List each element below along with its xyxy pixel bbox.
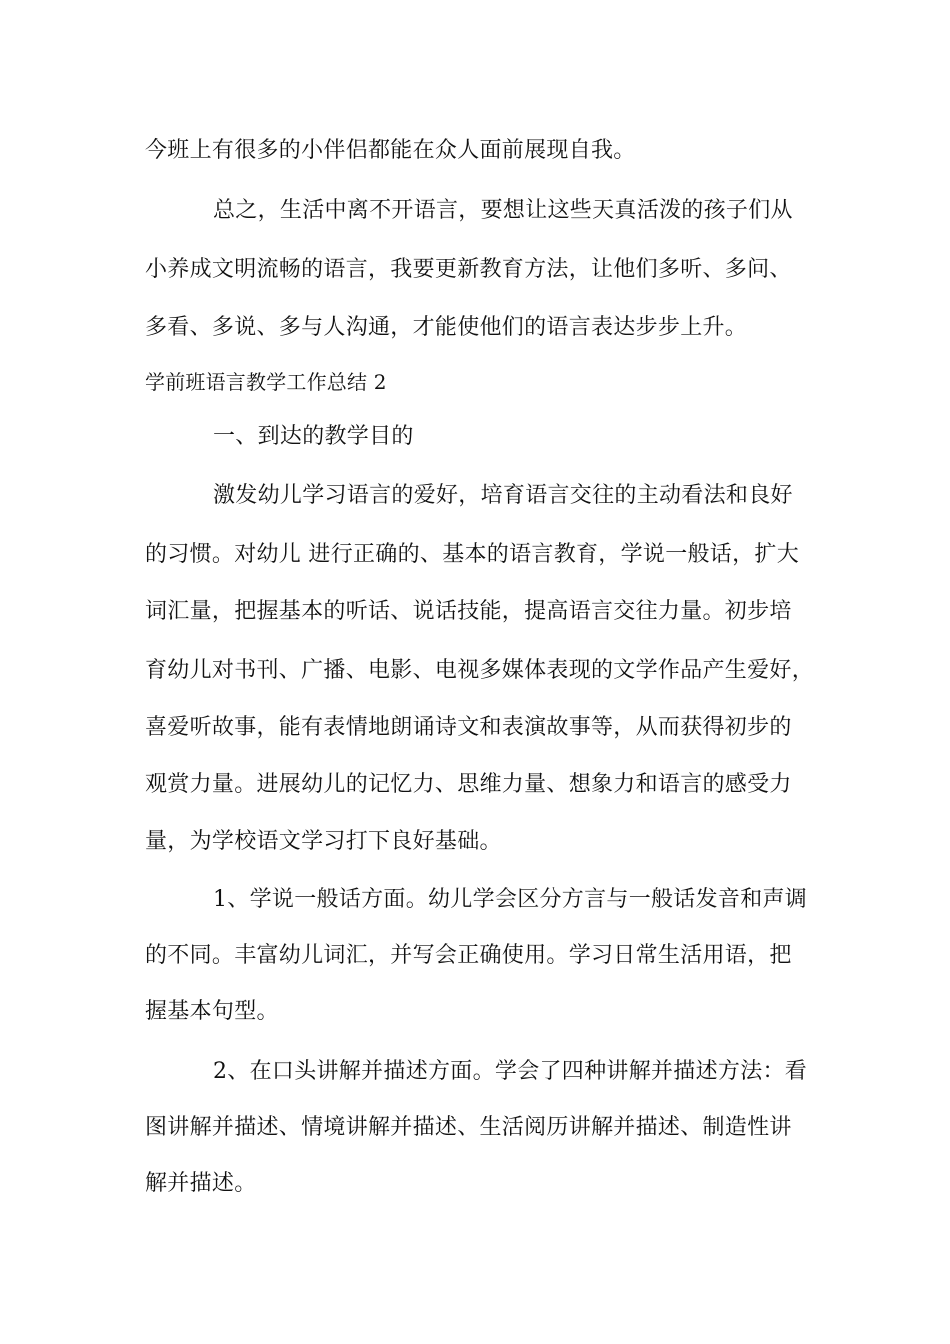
text-line: 总之，生活中离不开语言，要想让这些天真活泼的孩子们从 xyxy=(213,198,793,223)
text-line: 喜爱听故事，能有表情地朗诵诗文和表演故事等，从而获得初步的 xyxy=(145,715,792,740)
text-line: 观赏力量。进展幼儿的记忆力、思维力量、想象力和语言的感受力 xyxy=(145,772,792,797)
text-line: 今班上有很多的小伴侣都能在众人面前展现自我。 xyxy=(145,138,636,163)
subsection-heading: 一、到达的教学目的 xyxy=(213,424,414,449)
text-line: 育幼儿对书刊、广播、电影、电视多媒体表现的文学作品产生爱好， xyxy=(145,658,815,683)
text-line: 解并描述。 xyxy=(145,1171,257,1196)
text-line: 1、学说一般话方面。幼儿学会区分方言与一般话发音和声调 xyxy=(213,887,808,912)
text-line: 的习惯。对幼儿 进行正确的、基本的语言教育，学说一般话，扩大 xyxy=(145,542,799,567)
text-line: 激发幼儿学习语言的爱好，培育语言交往的主动看法和良好 xyxy=(213,483,793,508)
text-line: 量，为学校语文学习打下良好基础。 xyxy=(145,829,502,854)
text-line: 的不同。丰富幼儿词汇，并写会正确使用。学习日常生活用语，把 xyxy=(145,943,792,968)
text-line: 多看、多说、多与人沟通，才能使他们的语言表达步步上升。 xyxy=(145,315,748,340)
text-line: 握基本句型。 xyxy=(145,999,279,1024)
text-line: 小养成文明流畅的语言，我要更新教育方法，让他们多听、多问、 xyxy=(145,257,792,282)
text-line: 词汇量，把握基本的听话、说话技能，提高语言交往力量。初步培 xyxy=(145,599,792,624)
text-line: 2、在口头讲解并描述方面。学会了四种讲解并描述方法：看 xyxy=(213,1059,808,1084)
text-line: 图讲解并描述、情境讲解并描述、生活阅历讲解并描述、制造性讲 xyxy=(145,1115,792,1140)
section-heading: 学前班语言教学工作总结 2 xyxy=(145,370,387,394)
